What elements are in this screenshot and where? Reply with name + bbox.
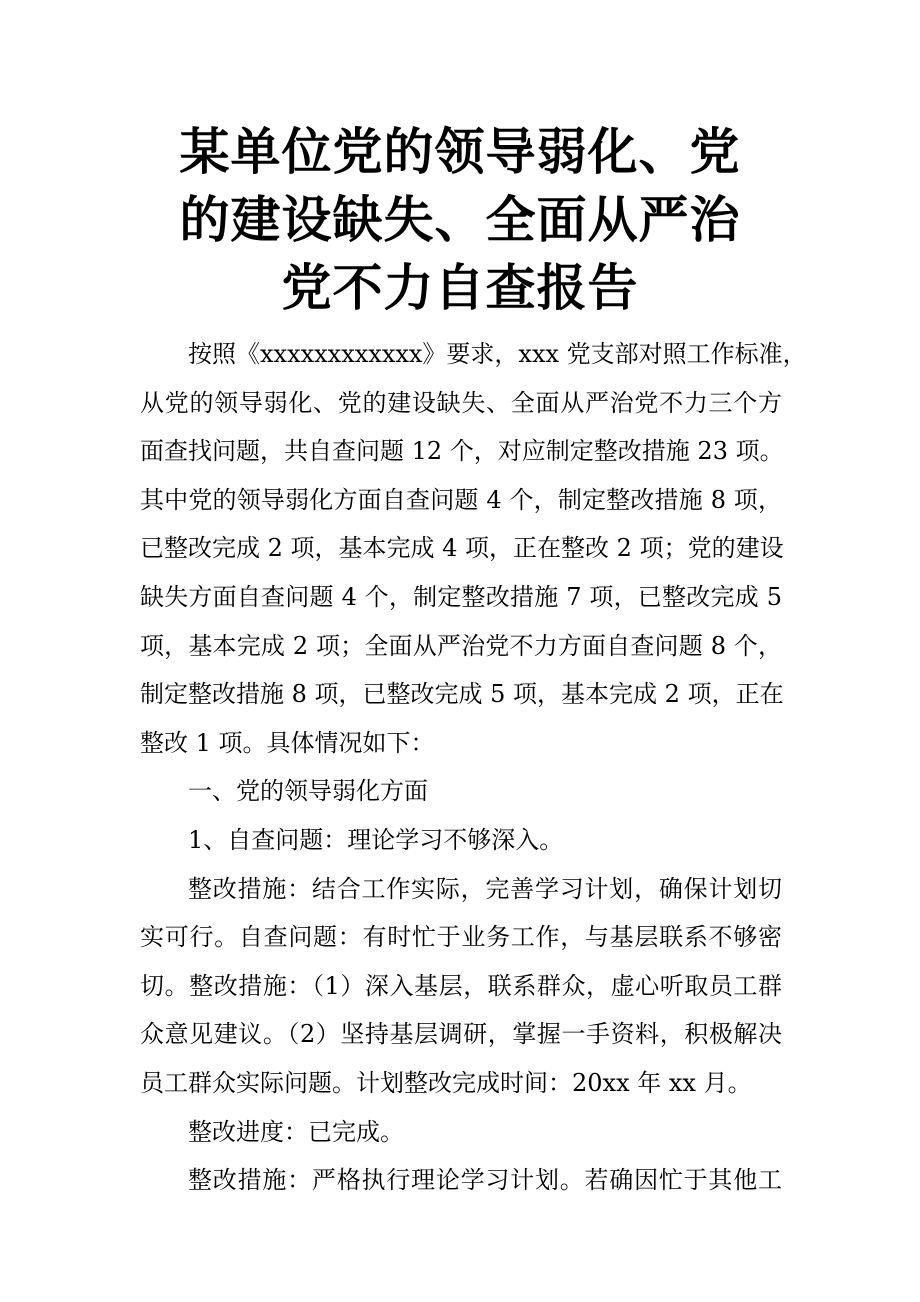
text-line: 缺失方面自查问题 4 个，制定整改措施 7 项，已整改完成 5 [140,582,782,611]
text-line: 按照《xxxxxxxxxxxx》要求，xxx 党支部对照工作标准， [188,340,807,368]
section-heading [140,767,782,816]
text-line: 1、自查问题：理论学习不够深入。 [188,825,564,854]
text-line: 切。整改措施：（1）深入基层，联系群众，虚心听取员工群 [140,971,782,1000]
text-line: 员工群众实际问题。计划整改完成时间：20xx 年 xx 月。 [140,1068,752,1097]
text-line: 从党的领导弱化、党的建设缺失、全面从严治党不力三个方 [140,388,782,417]
measures-paragraph [140,1156,782,1205]
text-line: 制定整改措施 8 项，已整改完成 5 项，基本完成 2 项，正在 [140,680,784,709]
text-line: 众意见建议。（2）坚持基层调研，掌握一手资料，积极解决 [140,1020,782,1049]
text-line: 整改 1 项。具体情况如下： [140,728,435,757]
text-line: 整改进度：已完成。 [188,1117,404,1146]
intro-paragraph [140,330,807,767]
document-body [140,330,807,1205]
title-line: 党不力自查报告 [281,259,639,317]
progress-paragraph [140,1108,782,1157]
text-line: 项，基本完成 2 项；全面从严治党不力方面自查问题 8 个， [140,631,782,660]
title-line: 的建设缺失、全面从严治 [179,191,741,249]
text-line: 整改措施：结合工作实际，完善学习计划，确保计划切 [188,874,782,903]
measures-paragraph [140,865,782,1108]
text-line: 实可行。自查问题：有时忙于业务工作，与基层联系不够密 [140,923,782,952]
title-line: 某单位党的领导弱化、党 [179,123,741,181]
text-line: 面查找问题，共自查问题 12 个，对应制定整改措施 23 项。 [140,437,784,466]
text-line: 其中党的领导弱化方面自查问题 4 个，制定整改措施 8 项， [140,485,782,514]
text-line: 整改措施：严格执行理论学习计划。若确因忙于其他工 [188,1166,782,1195]
text-line: 一、党的领导弱化方面 [188,777,428,806]
document-title [140,118,780,322]
issue-paragraph [140,816,782,865]
text-line: 已整改完成 2 项，基本完成 4 项，正在整改 2 项；党的建设 [140,534,784,563]
